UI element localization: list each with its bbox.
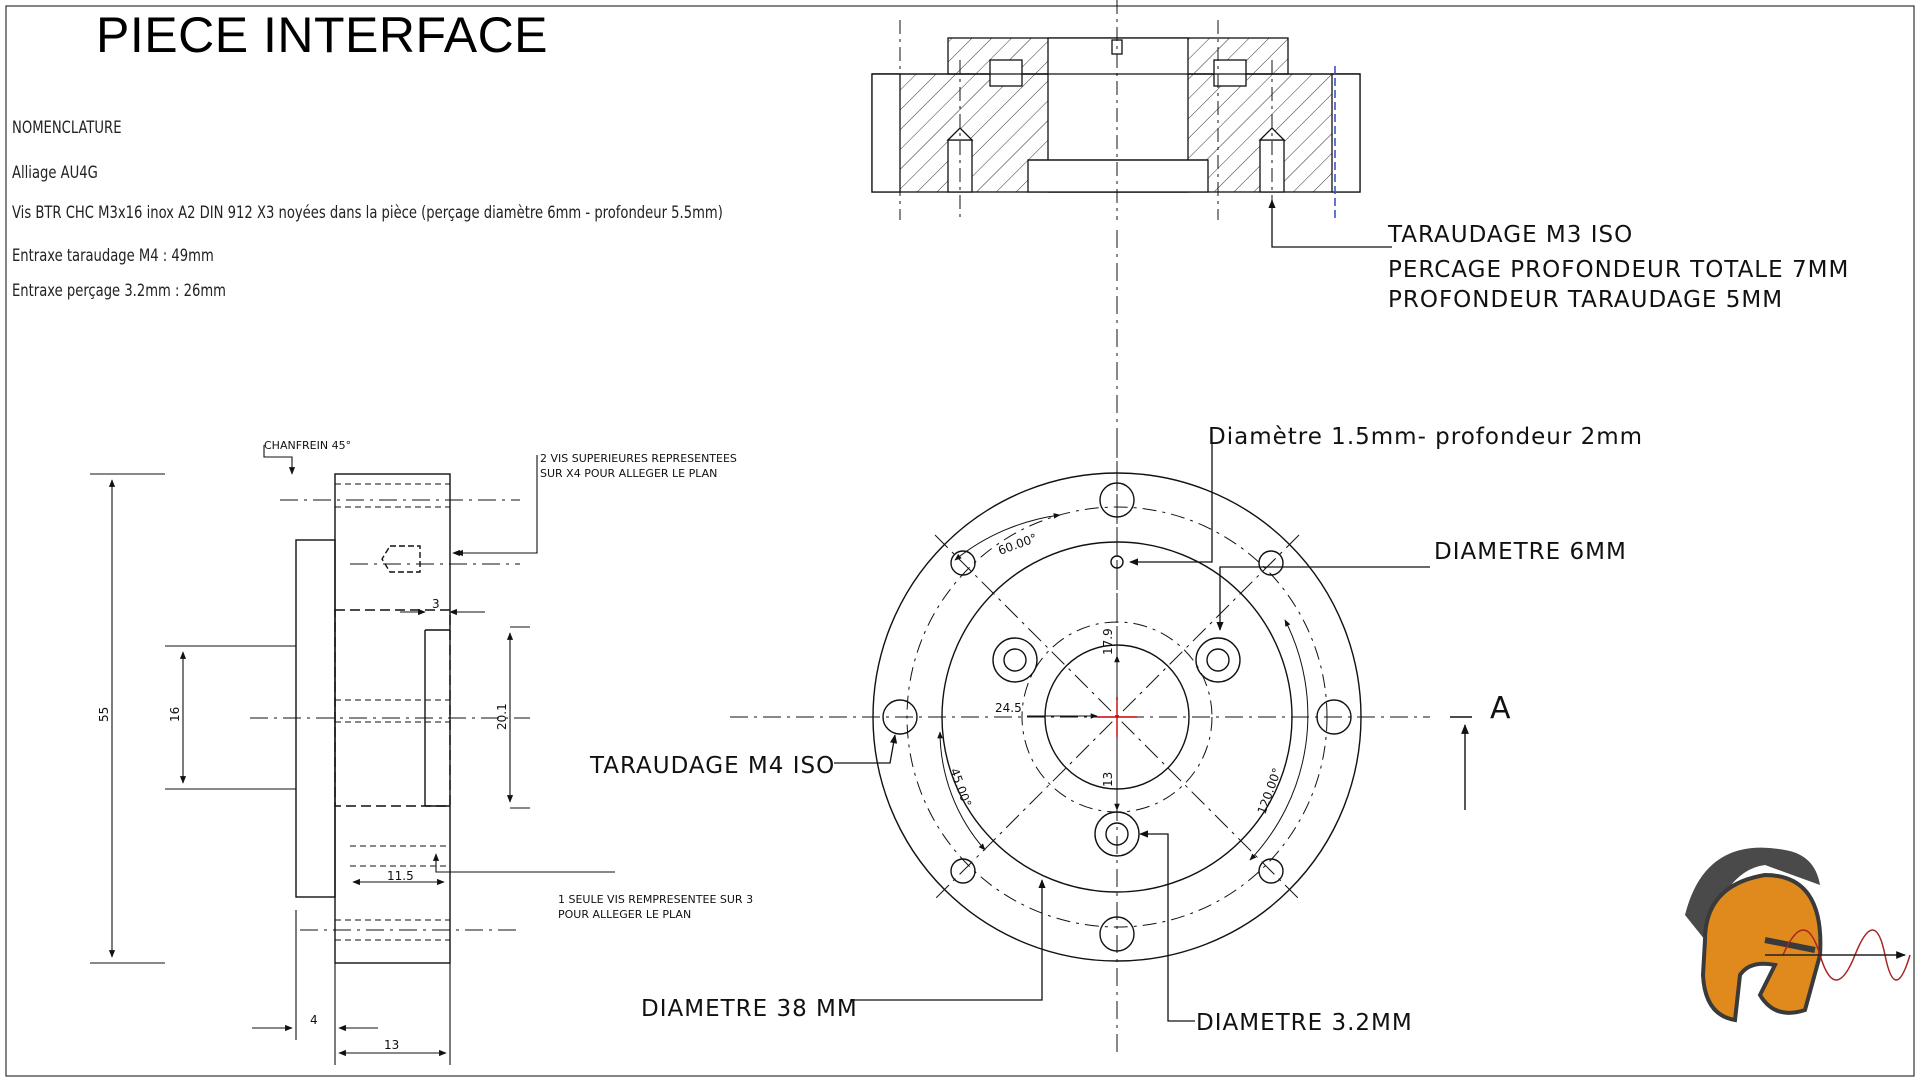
side-dimensions	[90, 445, 615, 1065]
section-marker	[1450, 717, 1472, 810]
section-label: A	[1490, 691, 1511, 726]
top-section-view	[872, 38, 1360, 192]
side-note: SUR X4 POUR ALLEGER LE PLAN	[540, 467, 718, 480]
callout-text: TARAUDAGE M3 ISO	[1388, 222, 1634, 248]
nomenclature-line: Entraxe taraudage M4 : 49mm	[12, 246, 214, 266]
label-diameter-38: DIAMETRE 38 MM	[641, 996, 858, 1022]
nomenclature-heading: NOMENCLATURE	[12, 118, 122, 138]
svg-text:17.9: 17.9	[1101, 628, 1115, 655]
svg-text:3: 3	[432, 597, 440, 611]
svg-text:60.00°: 60.00°	[996, 530, 1039, 558]
m3-callout	[1272, 200, 1849, 313]
callout-text: PROFONDEUR TARAUDAGE 5MM	[1388, 287, 1784, 313]
svg-text:120.00°: 120.00°	[1254, 766, 1285, 817]
svg-text:13: 13	[384, 1038, 400, 1052]
svg-text:45.00°: 45.00°	[947, 766, 975, 809]
spartan-helmet-icon	[1685, 848, 1910, 1020]
label-diameter-6: DIAMETRE 6MM	[1434, 539, 1627, 565]
chamfer-label: CHANFREIN 45°	[264, 439, 352, 452]
nomenclature-line: Entraxe perçage 3.2mm : 26mm	[12, 281, 227, 301]
nomenclature-line: Alliage AU4G	[12, 163, 98, 183]
page-title: PIECE INTERFACE	[96, 7, 549, 63]
svg-text:24.5: 24.5	[995, 701, 1022, 715]
callout-text: PERCAGE PROFONDEUR TOTALE 7MM	[1388, 257, 1850, 283]
side-note: POUR ALLEGER LE PLAN	[558, 908, 692, 921]
label-diameter-3-2: DIAMETRE 3.2MM	[1196, 1010, 1413, 1036]
svg-text:11.5: 11.5	[387, 869, 414, 883]
label-small-hole: Diamètre 1.5mm- profondeur 2mm	[1208, 424, 1644, 450]
svg-text:4: 4	[310, 1013, 318, 1027]
front-callouts	[834, 431, 1430, 1021]
side-note: 1 SEULE VIS REMPRESENTEE SUR 3	[558, 893, 754, 906]
svg-text:55: 55	[97, 706, 111, 722]
nomenclature-line: Vis BTR CHC M3x16 inox A2 DIN 912 X3 noyées dans la pièce (perçage diamètre 6mm - profondeur 5.5mm)	[12, 203, 723, 223]
svg-text:16: 16	[168, 706, 182, 722]
front-callout-labels	[589, 424, 1643, 1036]
side-note: 2 VIS SUPERIEURES REPRESENTEES	[540, 452, 737, 465]
label-m4-tap: TARAUDAGE M4 ISO	[590, 753, 836, 779]
svg-text:20.1: 20.1	[495, 703, 509, 730]
svg-text:13: 13	[1101, 771, 1115, 787]
